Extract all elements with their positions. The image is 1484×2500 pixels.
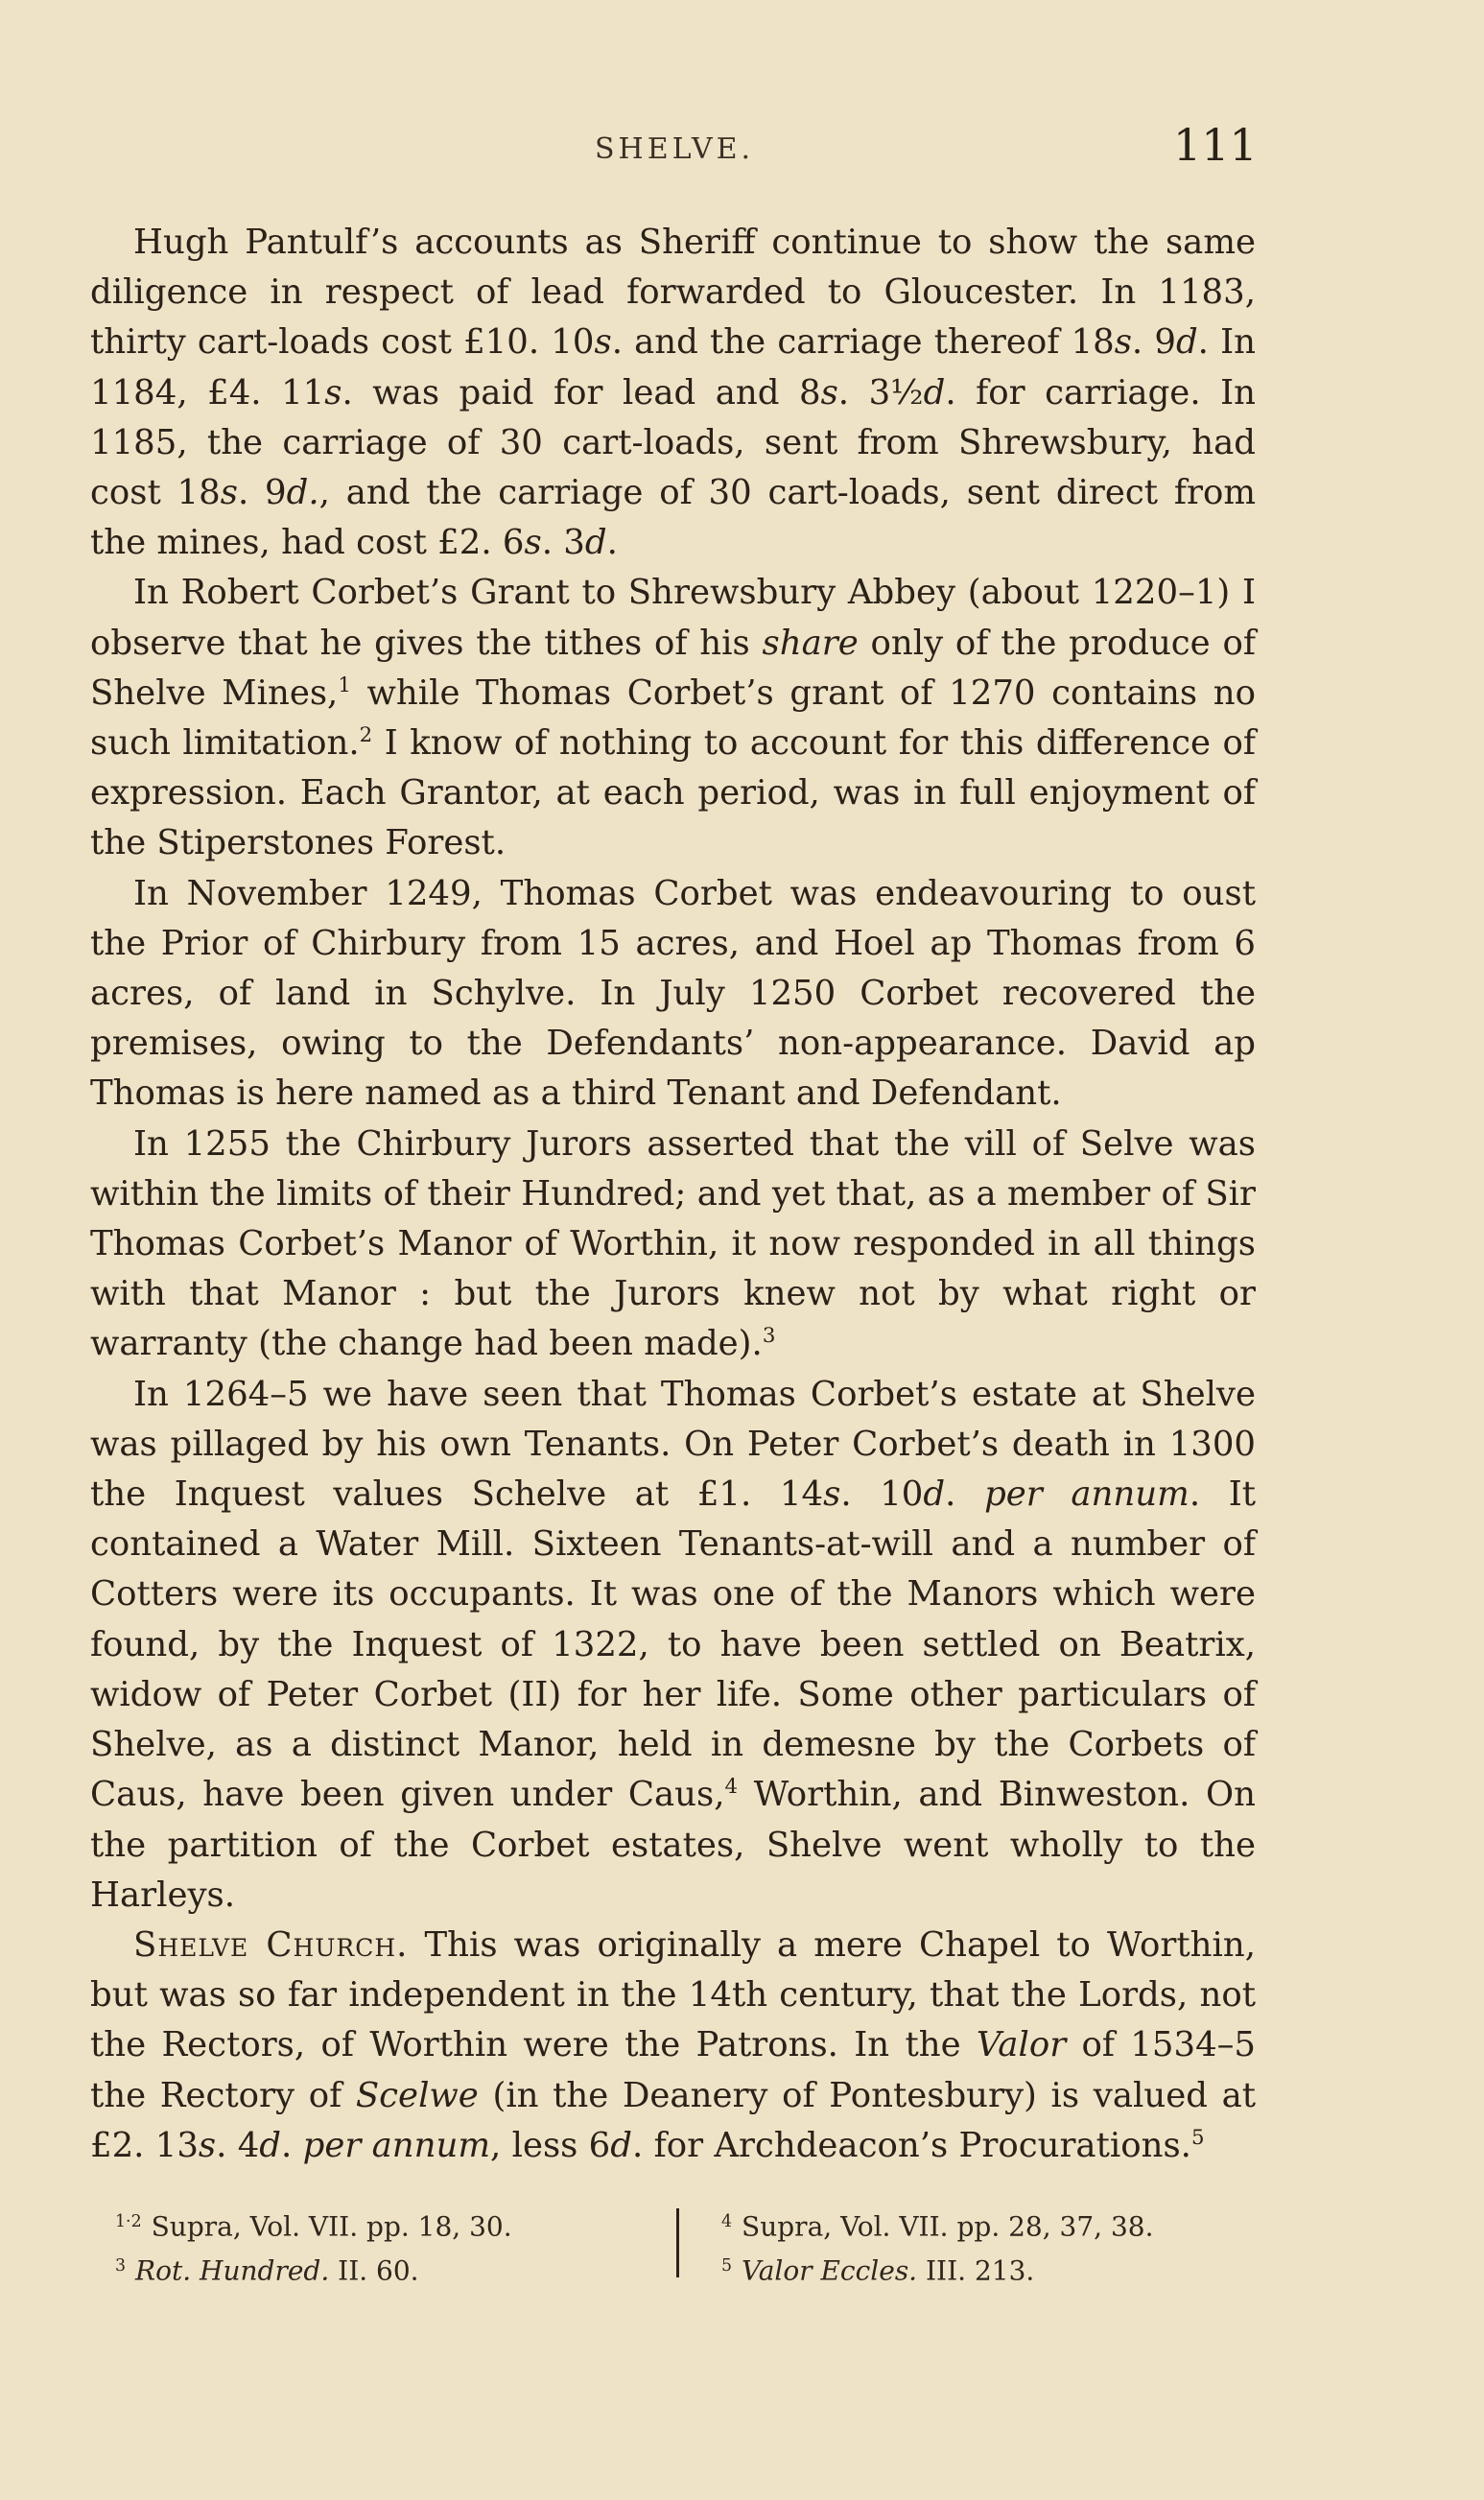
footnote: $^4$ Supra, Vol. VII. pp. 28, 37, 38.: [721, 2210, 1154, 2243]
footnotes-left-column: [115, 2203, 512, 2290]
paragraph-chirbury-jurors: In 1255 the Chirbury Jurors asserted that the vill of Selve was within the limits of their Hundred; and yet that, as a member of Sir Thomas Corbet’s Manor of Worthin, it now responded in all things with that Manor : but the Jurors knew not by what right or warranty (the change had been made).$^3$: [90, 1123, 1256, 1364]
footnote: $^3$ Rot. Hundred. II. 60.: [115, 2254, 419, 2287]
footnote: $^5$ Valor Eccles. III. 213.: [721, 2254, 1035, 2287]
section-heading: Shelve Church.: [133, 1924, 409, 1965]
footnotes-right-column: [721, 2203, 1154, 2290]
paragraph-lead-accounts: Hugh Pantulf’s accounts as Sheriff continue to show the same diligence in respect of lead forwarded to Gloucester. In 1183, thirty cart-loads cost £10. 10s. and the carriage thereof 18s. 9d. In 1184, £4. 11s. was paid for lead and 8s. 3½d. for carriage. In 1185, the carriage of 30 cart-loads, sent from Shrewsbury, had cost 18s. 9d., and the carriage of 30 cart-loads, sent direct from the mines, had cost £2. 6s. 3d.: [90, 223, 1257, 563]
footnote-ref: 3: [762, 1324, 776, 1349]
paragraph-robert-corbet-grant: In Robert Corbet’s Grant to Shrewsbury Abbey (about 1220–1) I observe that he gives the tithes of his share only of the produce of Shelve Mines,$^1$ while Thomas Corbet’s grant of 1270 contains no such limitation.$^2$ I know of nothing to account for this difference of expression. Each Grantor, at each period, was in full enjoyment of the Stiperstones Forest.: [90, 573, 1256, 863]
footnote-ref: 5: [1190, 2125, 1205, 2150]
page-number: 111: [1173, 119, 1258, 171]
footnotes: [115, 2203, 1266, 2287]
body-text: [90, 218, 1256, 2171]
paragraph-november-1249: In November 1249, Thomas Corbet was endeavouring to oust the Prior of Chirbury from 15 acres, and Hoel ap Thomas from 6 acres, of land in Schylve. In July 1250 Corbet recovered the premises, owing to the Defendants’ non-appearance. David ap Thomas is here named as a third Tenant and Defendant.: [90, 873, 1256, 1114]
running-head: SHELVE.: [595, 132, 755, 166]
paragraph-shelve-manor: In 1264–5 we have seen that Thomas Corbet’s estate at Shelve was pillaged by his own Tenants. On Peter Corbet’s death in 1300 the Inquest values Schelve at £1. 14s. 10d. per annum. It contained a Water Mill. Sixteen Tenants-at-will and a number of Cotters were its occupants. It was one of the Manors which were found, by the Inquest of 1322, to have been settled on Beatrix, widow of Peter Corbet (II) for her life. Some other particulars of Shelve, as a distinct Manor, held in demesne by the Corbets of Caus, have been given under Caus,$^4$ Worthin, and Binweston. On the partition of the Corbet estates, Shelve went wholly to the Harleys.: [90, 1374, 1257, 1915]
footnote-column-divider: [676, 2208, 679, 2277]
paragraph-shelve-church: Shelve Church. This was originally a mere Chapel to Worthin, but was so far independent in the 14th century, that the Lords, not the Rectors, of Worthin were the Patrons. In the Valor of 1534–5 the Rectory of Scelwe (in the Deanery of Pontesbury) is valued at £2. 13s. 4d. per annum, less 6d. for Archdeacon’s Procurations.$^5$: [90, 1924, 1257, 2165]
footnote: $^{1\cdot 2}$ Supra, Vol. VII. pp. 18, 30.: [115, 2210, 512, 2243]
footnote-ref: 4: [724, 1775, 739, 1800]
footnote-ref: 1: [338, 673, 351, 698]
footnote-ref: 2: [359, 723, 373, 748]
